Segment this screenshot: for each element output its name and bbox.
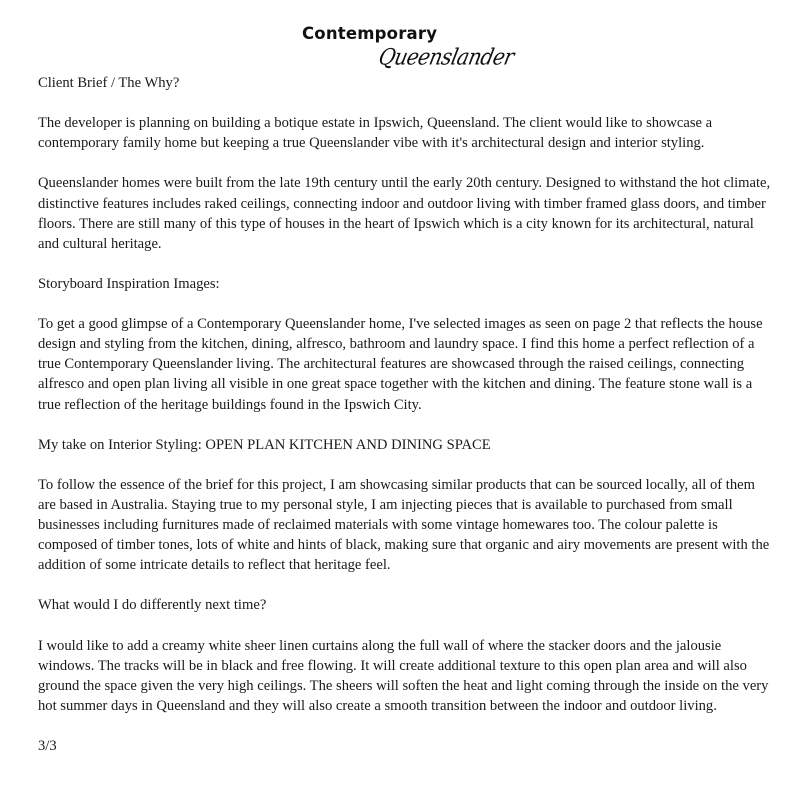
section-heading-storyboard: Storyboard Inspiration Images: xyxy=(38,275,220,292)
section-heading-different: What would I do differently next time? xyxy=(38,597,267,614)
document-body xyxy=(38,73,774,756)
logo xyxy=(302,24,517,74)
logo-script: Queenslander xyxy=(376,43,517,70)
paragraph-why-1: The developer is planning on building a botique estate in Ipswich, Queensland. The client would like to showcase a contemporary family home but keeping a true Queenslander vibe with it's architectural design and interior styling. xyxy=(38,115,713,152)
page-number: 3/3 xyxy=(38,738,57,755)
paragraph-storyboard: To get a good glimpse of a Contemporary Queenslander home, I've selected images as seen on page 2 that reflects the house design and styling from the kitchen, dining, alfresco, bathroom and laundry space. I find this home a perfect reflection of a true Contemporary Queenslander living. The architectural features are showcased through the raised ceilings, connecting alfresco and open plan living all visible in one great space together with the kitchen and dining. The feature stone wall is a true reflection of the heritage buildings found in the Ipswich City. xyxy=(38,316,763,413)
paragraph-why-2: Queenslander homes were built from the late 19th century until the early 20th century. Designed to withstand the hot climate, distinctive features includes raked ceilings, connecting indoor and outdoor living with timber framed glass doors, and timber floors. There are still many of this type of houses in the heart of Ipswich which is a city known for its architectural, natural and cultural heritage. xyxy=(38,175,771,252)
section-heading-why: Client Brief / The Why? xyxy=(38,75,180,91)
paragraph-different: I would like to add a creamy white sheer linen curtains along the full wall of where the stacker doors and the jalousie windows. The tracks will be in black and free flowing. It will create additional texture to this open plan area and will also ground the space given the very high ceilings. The sheers will soften the heat and light coming through the inside on the very hot summer days in Queensland and they will also create a smooth transition between the indoor and outdoor living. xyxy=(38,637,769,714)
logo-title: Contemporary xyxy=(302,24,438,43)
paragraph-styling: To follow the essence of the brief for this project, I am showcasing similar products that can be sourced locally, all of them are based in Australia. Staying true to my personal style, I am injecting pieces that is available to purchased from small businesses including furnitures made of reclaimed materials with some vintage homewares too. The colour palette is composed of timber tones, lots of white and hints of black, making sure that organic and airy movements are present with the addition of some intricate details to reflect that heritage feel. xyxy=(38,476,770,574)
section-heading-styling: My take on Interior Styling: OPEN PLAN KITCHEN AND DINING SPACE xyxy=(38,436,491,453)
